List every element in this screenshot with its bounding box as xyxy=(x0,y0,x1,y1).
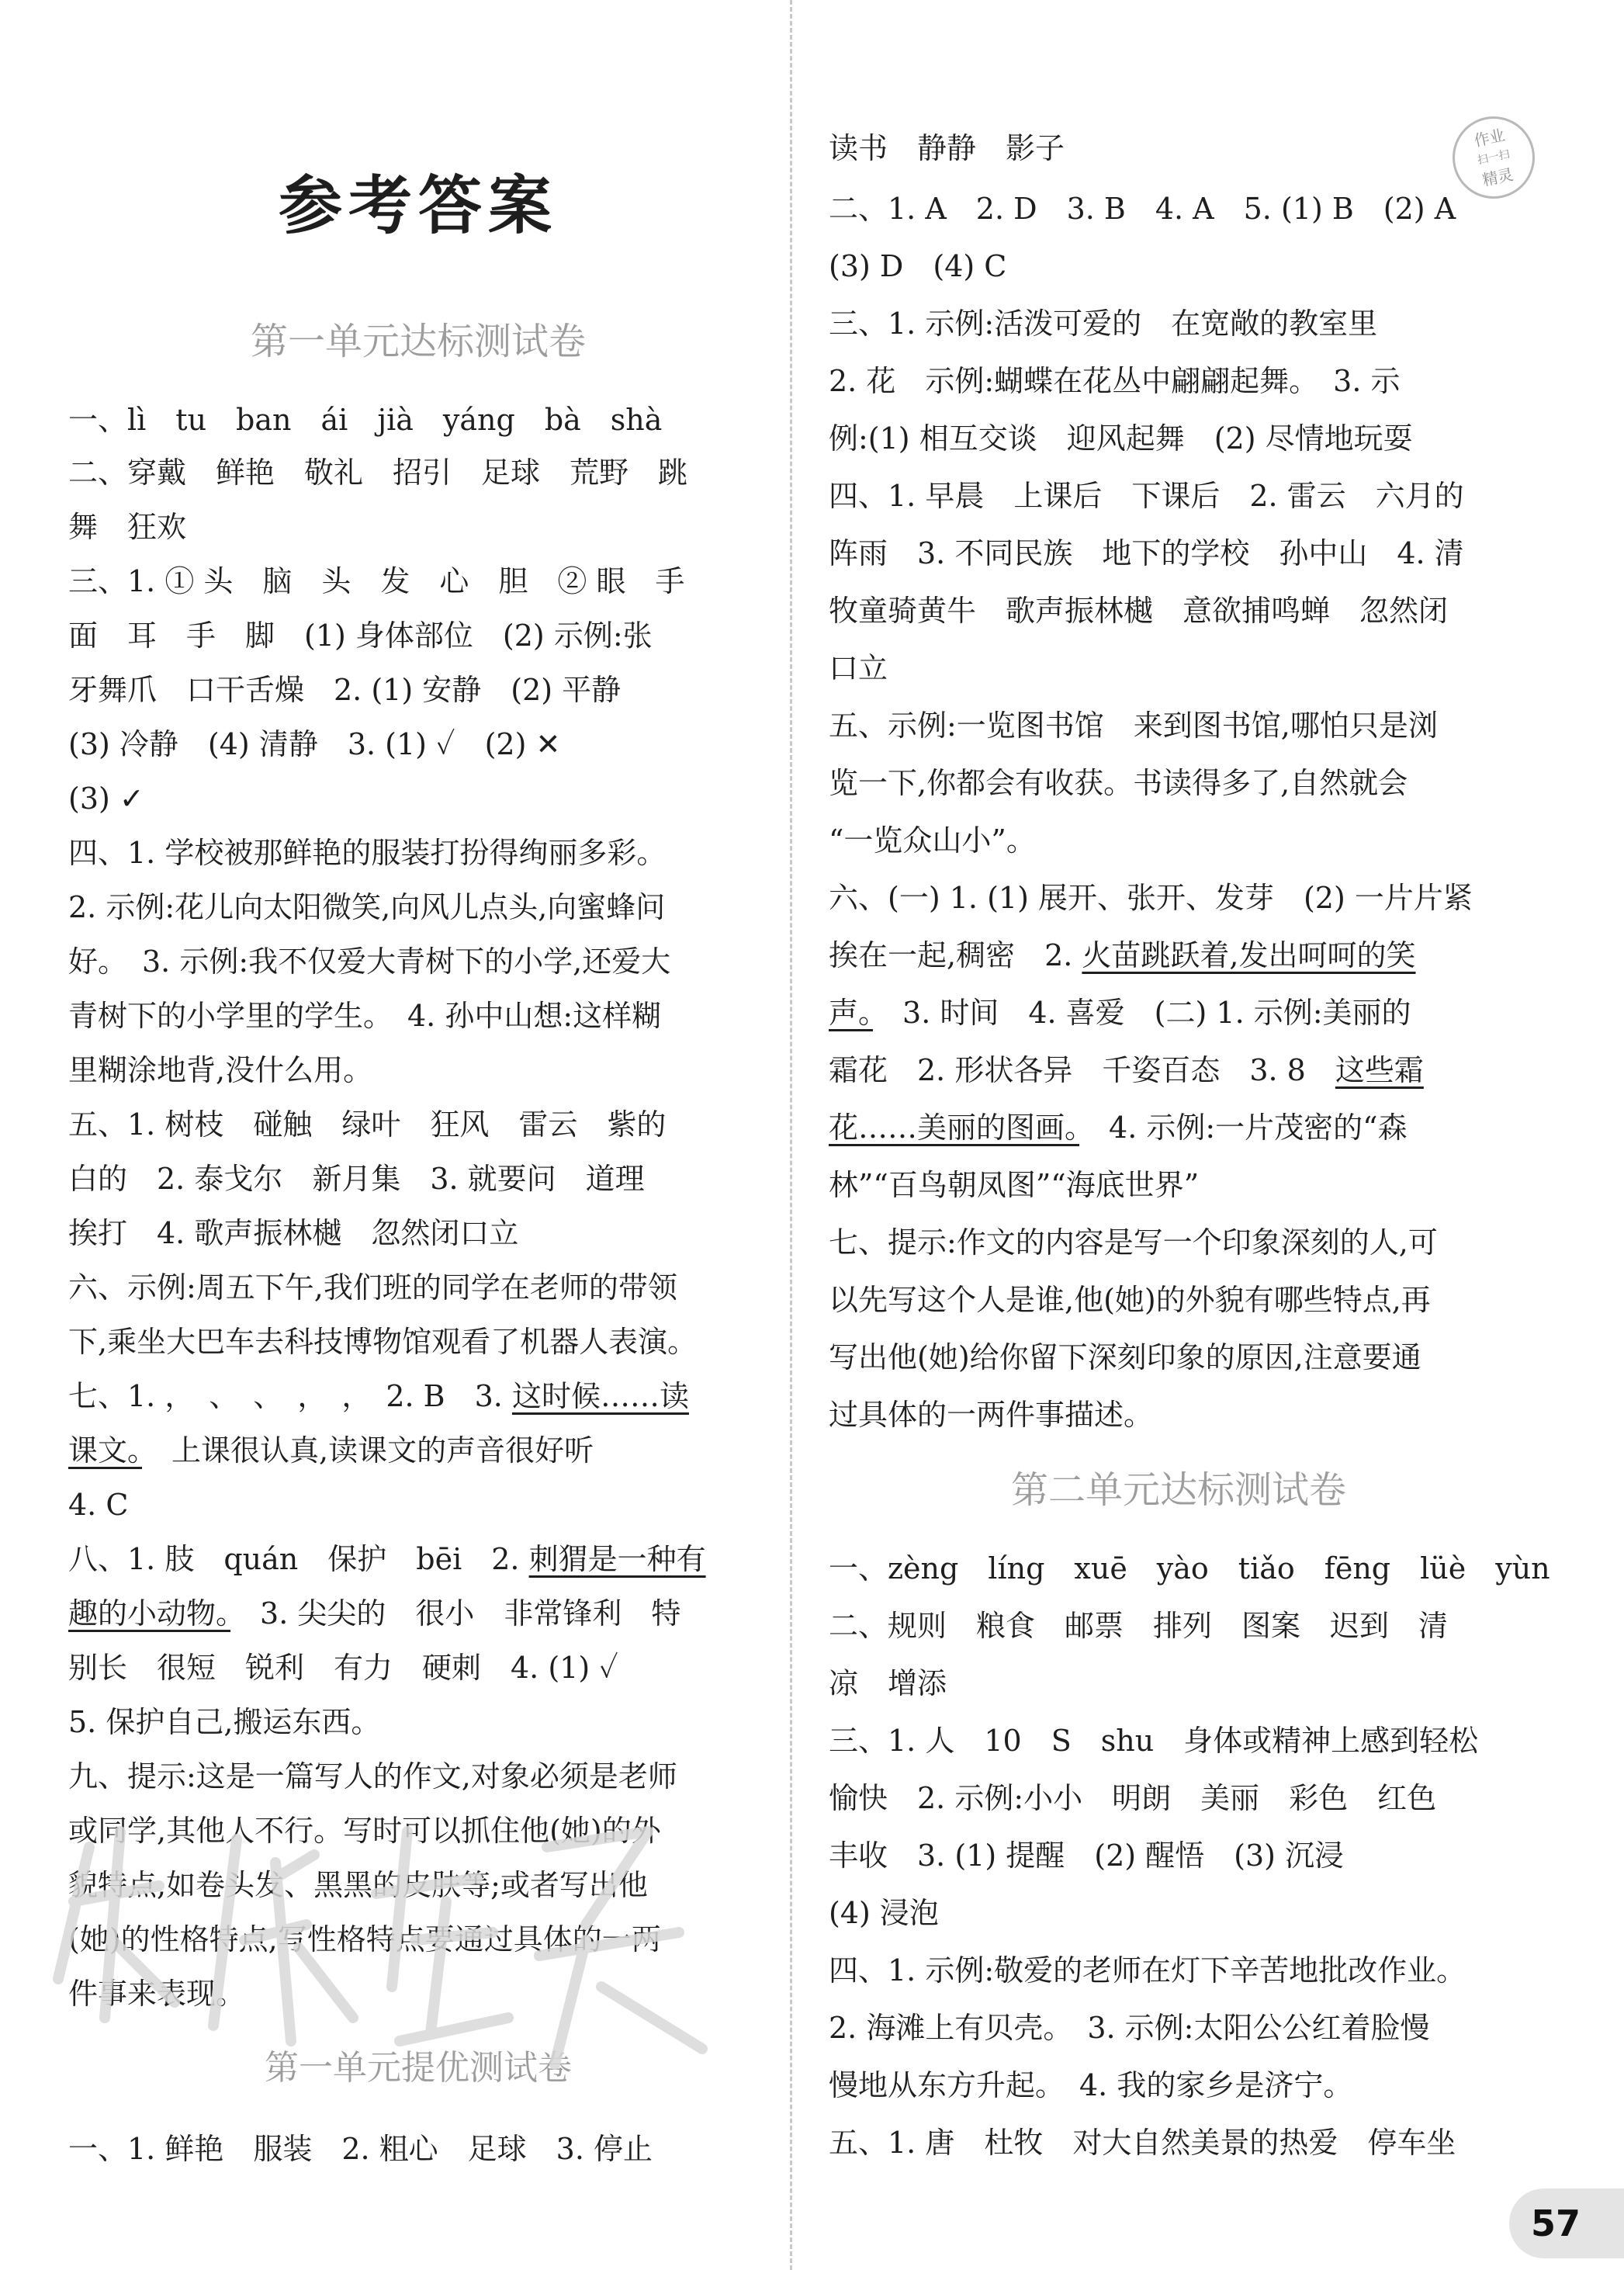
answer-line: 五、1. 树枝 碰触 绿叶 狂风 雷云 紫的 xyxy=(68,1107,667,1142)
answer-text: 霜花 2. 形状各异 千姿百态 3. 8 xyxy=(829,1053,1335,1087)
answer-line xyxy=(829,931,1529,979)
answer-line: (4) 浸泡 xyxy=(829,1896,939,1930)
answer-line: 一、zèng líng xuē yào tiǎo fēng lüè yùn xyxy=(829,1551,1550,1586)
answer-line xyxy=(68,1535,768,1583)
answer-line: 览一下,你都会有收获。书读得多了,自然就会 xyxy=(829,766,1408,800)
answer-line: 一、lì tu ban ái jià yáng bà shà xyxy=(68,403,663,437)
answer-line: 五、示例:一览图书馆 来到图书馆,哪怕只是浏 xyxy=(829,709,1438,743)
answer-line: 六、(一) 1. (1) 展开、张开、发芽 (2) 一片片紧 xyxy=(829,881,1473,915)
answer-text: 3. 时间 4. 喜爱 (二) 1. 示例:美丽的 xyxy=(873,996,1411,1030)
answer-line: 五、1. 唐 杜牧 对大自然美景的热爱 停车坐 xyxy=(829,2126,1456,2160)
watermark-logo xyxy=(43,1785,741,2111)
answer-line: 读书 静静 影子 xyxy=(829,131,1065,165)
answer-line: 愉快 2. 示例:小小 明朗 美丽 彩色 红色 xyxy=(829,1781,1437,1815)
answer-line: (3) 冷静 (4) 清静 3. (1) ✓ (2) ✕ xyxy=(68,727,561,761)
answer-text: 4. 示例:一片茂密的“森 xyxy=(1079,1111,1408,1145)
answer-line: 牧童骑黄牛 歌声振林樾 意欲捕鸣蝉 忽然闭 xyxy=(829,594,1449,628)
answer-line: 三、1. 示例:活泼可爱的 在宽敞的教室里 xyxy=(829,307,1378,341)
underlined-answer: 花……美丽的图画。 xyxy=(829,1111,1080,1145)
answer-text: 挨在一起,稠密 2. xyxy=(829,938,1082,972)
answer-line xyxy=(829,1046,1529,1094)
answer-line: 白的 2. 泰戈尔 新月集 3. 就要问 道理 xyxy=(68,1162,645,1196)
answer-line: 丰收 3. (1) 提醒 (2) 醒悟 (3) 沉浸 xyxy=(829,1839,1345,1873)
answer-line xyxy=(829,989,1529,1037)
answer-line: 貌特点,如卷头发、黑黑的皮肤等;或者写出他 xyxy=(68,1868,648,1902)
answer-line: 四、1. 学校被那鲜艳的服装打扮得绚丽多彩。 xyxy=(68,836,667,870)
answer-line: 三、1. ① 头 脑 头 发 心 胆 ② 眼 手 xyxy=(68,564,685,598)
answer-line: 以先写这个人是谁,他(她)的外貌有哪些特点,再 xyxy=(829,1283,1431,1317)
answer-line: 二、规则 粮食 邮票 排列 图案 迟到 清 xyxy=(829,1609,1449,1643)
answer-line: 4. C xyxy=(68,1488,129,1522)
underlined-answer: 火苗跳跃着,发出呵呵的笑 xyxy=(1082,938,1416,972)
answer-line: 牙舞爪 口干舌燥 2. (1) 安静 (2) 平静 xyxy=(68,673,622,707)
answer-line: 5. 保护自己,搬运东西。 xyxy=(68,1705,381,1739)
answer-line: 例:(1) 相互交谈 迎风起舞 (2) 尽情地玩耍 xyxy=(829,421,1413,456)
answer-line xyxy=(68,1372,768,1420)
underlined-answer: 这时候……读 xyxy=(511,1379,689,1413)
answer-line: 写出他(她)给你留下深刻印象的原因,注意要通 xyxy=(829,1340,1421,1374)
answer-line: (3) ✓ xyxy=(68,782,144,816)
answer-line: 过具体的一两件事描述。 xyxy=(829,1398,1154,1432)
unit1-test-title: 第一单元达标测试卷 xyxy=(250,320,586,363)
answer-line: 一、1. 鲜艳 服装 2. 粗心 足球 3. 停止 xyxy=(68,2132,653,2166)
answer-line: 四、1. 示例:敬爱的老师在灯下辛苦地批改作业。 xyxy=(829,1953,1466,1988)
unit2-test-title: 第二单元达标测试卷 xyxy=(1010,1468,1346,1512)
answer-line: (她)的性格特点,写性格特点要通过具体的一两 xyxy=(68,1922,661,1956)
answer-line: 三、1. 人 10 S shu 身体或精神上感到轻松 xyxy=(829,1724,1479,1758)
answer-line: 二、穿戴 鲜艳 敬礼 招引 足球 荒野 跳 xyxy=(68,456,688,490)
answer-line: 口立 xyxy=(829,651,888,685)
answer-line: 青树下的小学里的学生。 4. 孙中山想:这样糊 xyxy=(68,999,662,1033)
stamp-small-text: 扫一扫 xyxy=(1476,147,1511,168)
answer-line: 舞 狂欢 xyxy=(68,510,187,544)
answer-line: (3) D (4) C xyxy=(829,249,1007,283)
answer-line: 下,乘坐大巴车去科技博物馆观看了机器人表演。 xyxy=(68,1325,698,1359)
answer-line: 阵雨 3. 不同民族 地下的学校 孙中山 4. 清 xyxy=(829,536,1464,570)
answer-line: 六、示例:周五下午,我们班的同学在老师的带领 xyxy=(68,1270,677,1305)
answer-line xyxy=(68,1589,768,1638)
page-number-badge: 57 xyxy=(1509,2189,1624,2258)
answer-line: 里糊涂地背,没什么用。 xyxy=(68,1053,373,1087)
underlined-answer: 声。 xyxy=(829,996,874,1030)
answer-line: 或同学,其他人不行。写时可以抓住他(她)的外 xyxy=(68,1814,661,1848)
answer-line xyxy=(829,1104,1529,1152)
stamp-top-text: 作业 xyxy=(1472,125,1507,151)
answer-line: 四、1. 早晨 上课后 下课后 2. 雷云 六月的 xyxy=(829,479,1464,513)
answer-text: 上课很认真,读课文的声音很好听 xyxy=(142,1433,594,1468)
answer-line: 好。 3. 示例:我不仅爱大青树下的小学,还爱大 xyxy=(68,944,671,979)
answer-line: 凉 增添 xyxy=(829,1666,947,1700)
answer-line: 挨打 4. 歌声振林樾 忽然闭口立 xyxy=(68,1216,519,1250)
answer-line: “一览众山小”。 xyxy=(829,823,1036,858)
underlined-answer: 趣的小动物。 xyxy=(68,1596,231,1631)
answer-line: 二、1. A 2. D 3. B 4. A 5. (1) B (2) A xyxy=(829,192,1456,226)
underlined-answer: 这些霜 xyxy=(1335,1053,1424,1087)
answer-line: 2. 海滩上有贝壳。 3. 示例:太阳公公红着脸慢 xyxy=(829,2011,1430,2045)
answer-line: 2. 花 示例:蝴蝶在花丛中翩翩起舞。 3. 示 xyxy=(829,364,1401,398)
answer-line: 件事来表现。 xyxy=(68,1977,246,2011)
answer-text: 3. 尖尖的 很小 非常锋利 特 xyxy=(230,1596,681,1631)
answer-line: 2. 示例:花儿向太阳微笑,向风儿点头,向蜜蜂问 xyxy=(68,890,666,924)
unit1-advanced-test-title: 第一单元提优测试卷 xyxy=(265,2048,572,2088)
page-title: 参考答案 xyxy=(278,168,558,243)
answer-line: 林”“百鸟朝凤图”“海底世界” xyxy=(829,1168,1200,1202)
answer-line: 九、提示:这是一篇写人的作文,对象必须是老师 xyxy=(68,1759,677,1793)
answer-text: 七、1. ， 、 、 ， ， 2. B 3. xyxy=(68,1379,512,1413)
answer-line: 慢地从东方升起。 4. 我的家乡是济宁。 xyxy=(829,2068,1353,2102)
answer-line: 七、提示:作文的内容是写一个印象深刻的人,可 xyxy=(829,1225,1438,1260)
stamp-mid-text: 精灵 xyxy=(1480,165,1515,190)
underlined-answer: 刺猬是一种有 xyxy=(528,1542,706,1576)
underlined-answer: 课文。 xyxy=(68,1433,143,1468)
column-divider xyxy=(790,0,792,2270)
answer-line xyxy=(68,1426,768,1475)
answer-line: 面 耳 手 脚 (1) 身体部位 (2) 示例:张 xyxy=(68,619,653,653)
answer-text: 八、1. 肢 quán 保护 bēi 2. xyxy=(68,1542,529,1576)
answer-line: 别长 很短 锐利 有力 硬刺 4. (1) ✓ xyxy=(68,1651,618,1685)
